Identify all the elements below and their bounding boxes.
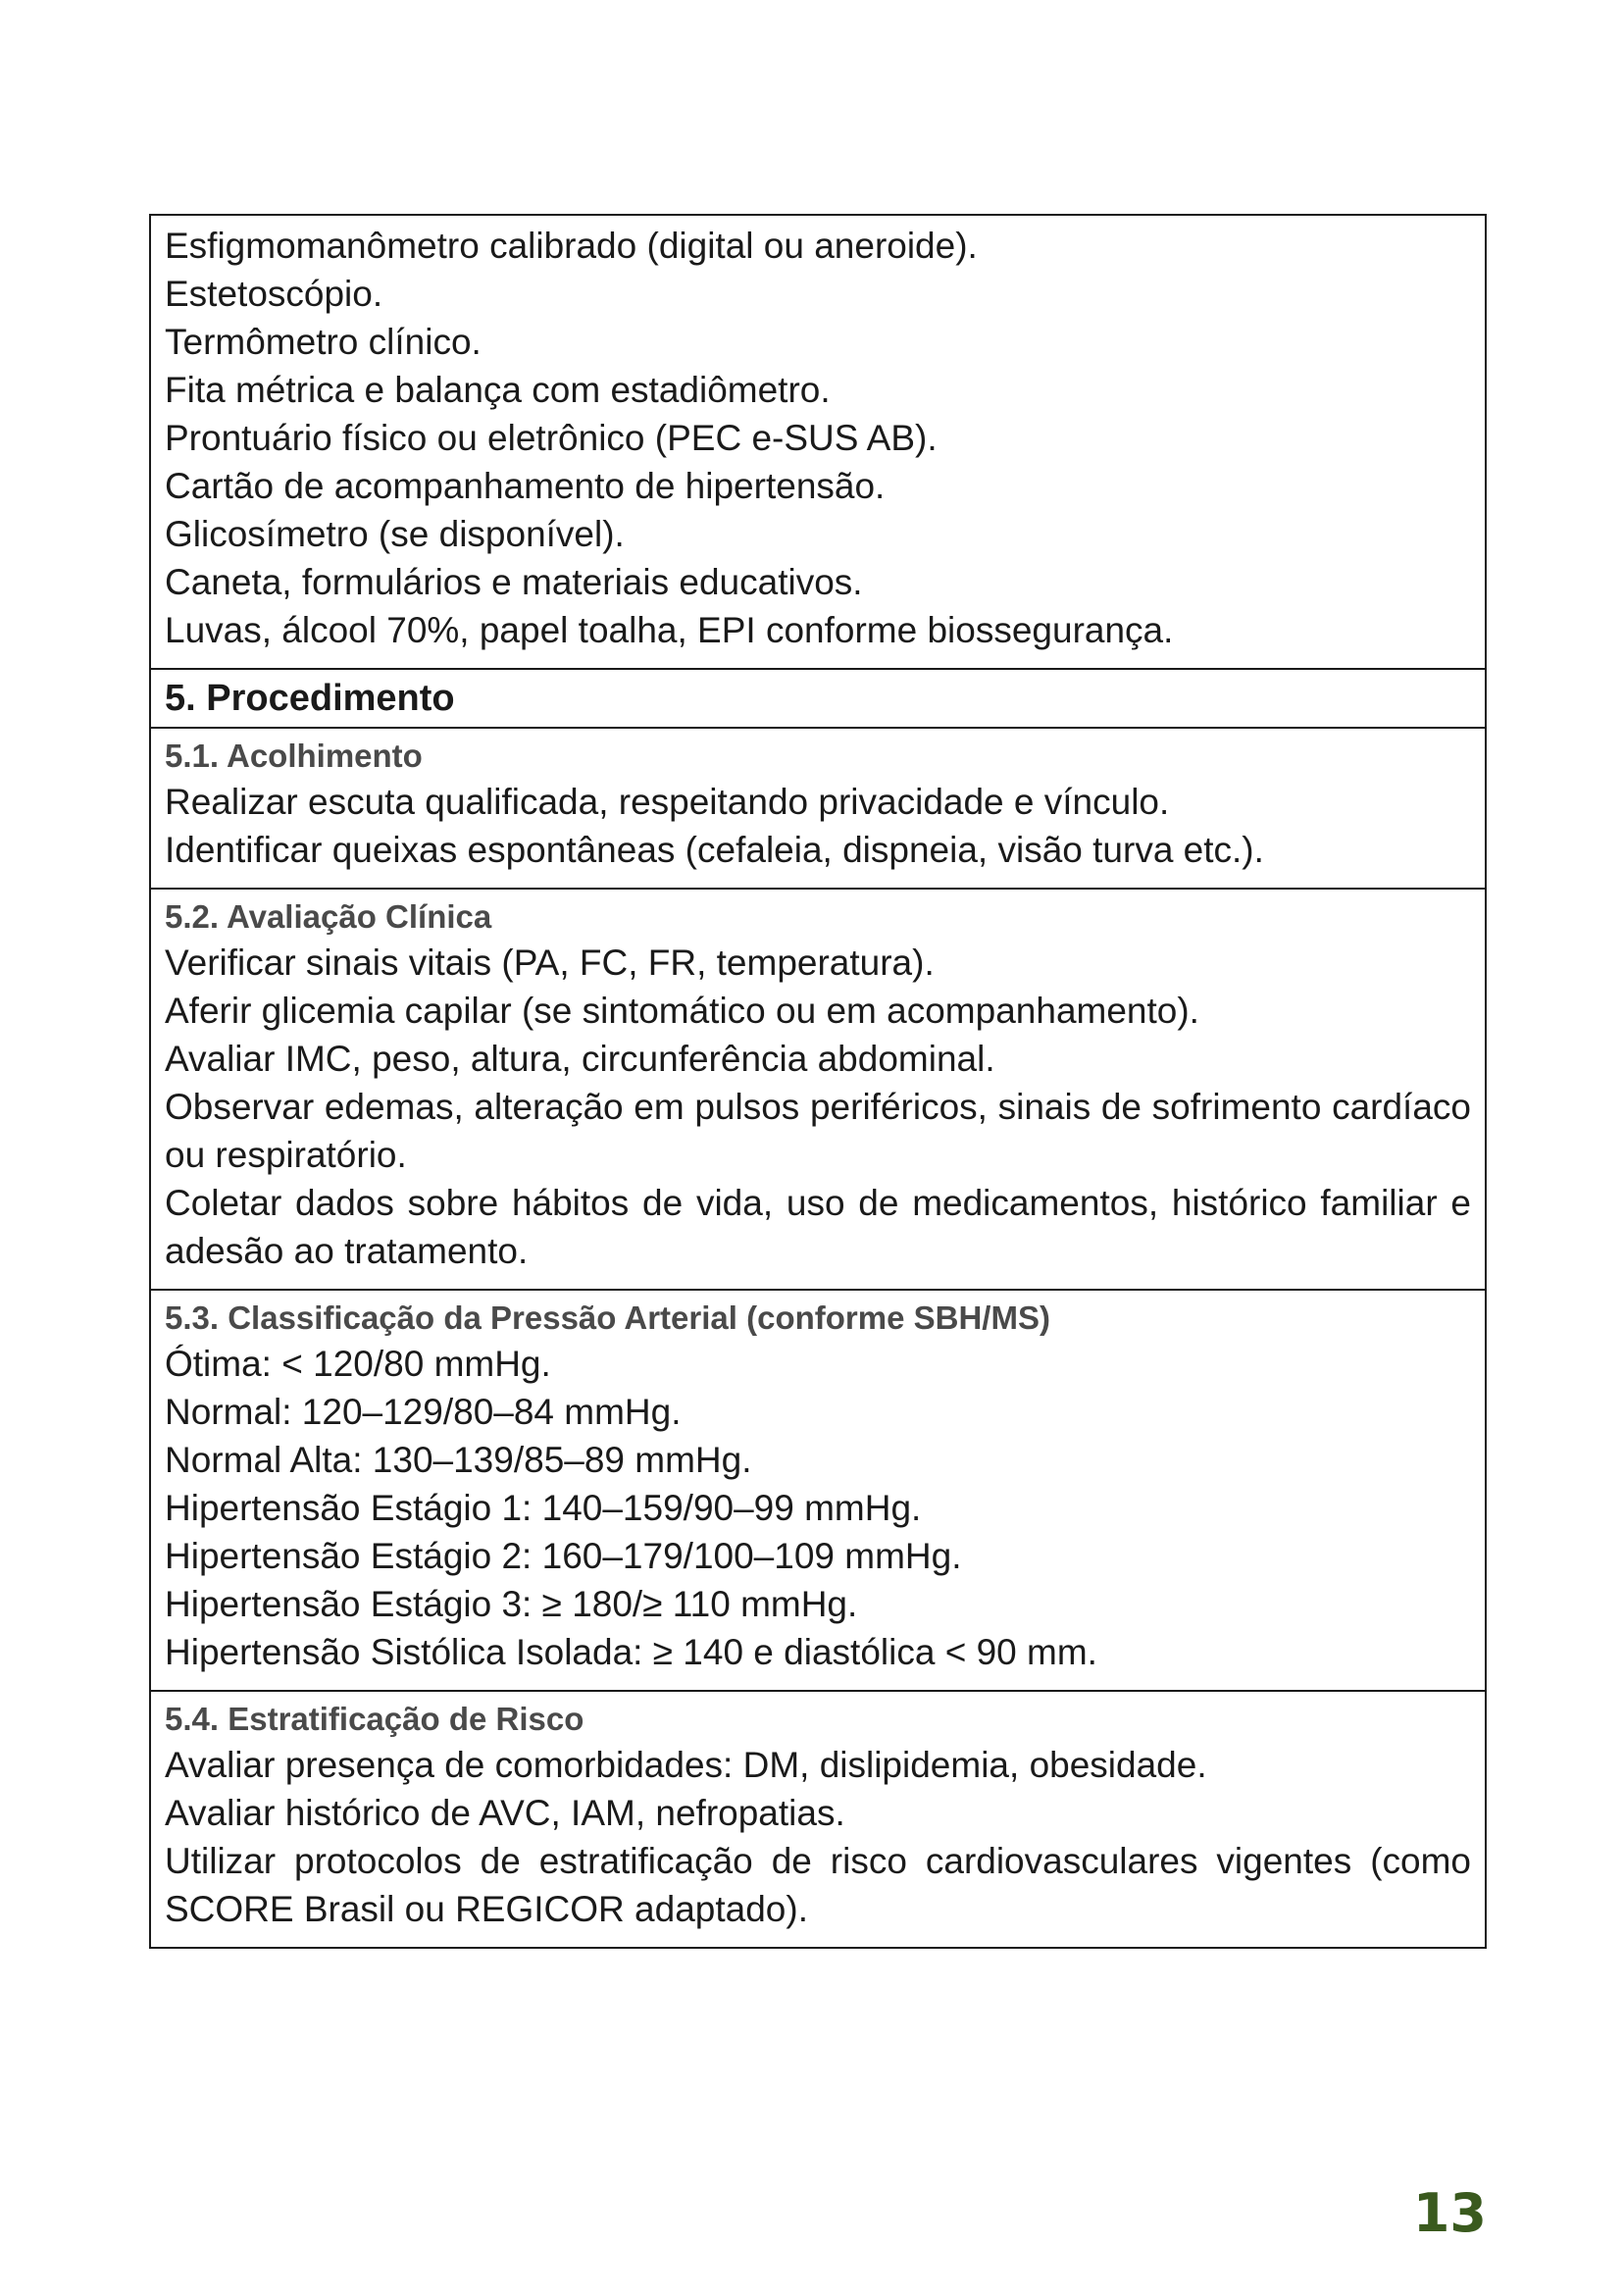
section-line: Verificar sinais vitais (PA, FC, FR, temperatura). xyxy=(165,943,935,983)
page-number: 13 xyxy=(1412,2182,1487,2244)
section-line: Ótima: < 120/80 mmHg. xyxy=(165,1344,551,1384)
section-title: 5.4. Estratificação de Risco xyxy=(165,1701,584,1737)
procedure-heading-cell xyxy=(151,668,1485,727)
material-item: Prontuário físico ou eletrônico (PEC e-SUS AB). xyxy=(165,418,938,458)
material-item: Fita métrica e balança com estadiômetro. xyxy=(165,370,831,410)
material-item: Esfigmomanômetro calibrado (digital ou aneroide). xyxy=(165,226,978,266)
section-line: Avaliar IMC, peso, altura, circunferência abdominal. xyxy=(165,1039,995,1079)
section-line: Hipertensão Estágio 3: ≥ 180/≥ 110 mmHg. xyxy=(165,1584,858,1624)
protocol-table xyxy=(149,214,1487,1949)
section-classificacao-pa xyxy=(151,1289,1485,1690)
section-line: Hipertensão Estágio 1: 140–159/90–99 mmHg. xyxy=(165,1488,922,1528)
section-title: 5.3. Classificação da Pressão Arterial (conforme SBH/MS) xyxy=(165,1300,1050,1336)
section-line: Identificar queixas espontâneas (cefaleia, dispneia, visão turva etc.). xyxy=(165,830,1264,870)
section-line: Normal: 120–129/80–84 mmHg. xyxy=(165,1392,682,1432)
section-avaliacao-clinica xyxy=(151,888,1485,1289)
material-item: Luvas, álcool 70%, papel toalha, EPI conforme biossegurança. xyxy=(165,610,1174,650)
section-line: Avaliar presença de comorbidades: DM, dislipidemia, obesidade. xyxy=(165,1745,1207,1785)
materials-cell xyxy=(151,216,1485,668)
section-title: 5.1. Acolhimento xyxy=(165,738,423,774)
section-line: Normal Alta: 130–139/85–89 mmHg. xyxy=(165,1440,752,1480)
section-line: Hipertensão Estágio 2: 160–179/100–109 mmHg. xyxy=(165,1536,962,1576)
section-line: Observar edemas, alteração em pulsos periféricos, sinais de sofrimento cardíaco ou respiratório. xyxy=(165,1087,1471,1175)
section-line: Coletar dados sobre hábitos de vida, uso de medicamentos, histórico familiar e adesão ao tratamento. xyxy=(165,1183,1471,1271)
section-line: Utilizar protocolos de estratificação de risco cardiovasculares vigentes (como SCORE Brasil ou REGICOR adaptado). xyxy=(165,1841,1471,1929)
material-item: Termômetro clínico. xyxy=(165,322,482,362)
section-line: Realizar escuta qualificada, respeitando privacidade e vínculo. xyxy=(165,782,1170,822)
section-line: Avaliar histórico de AVC, IAM, nefropatias. xyxy=(165,1793,845,1833)
section-line: Aferir glicemia capilar (se sintomático ou em acompanhamento). xyxy=(165,991,1199,1031)
procedure-heading: 5. Procedimento xyxy=(165,678,455,719)
section-acolhimento xyxy=(151,727,1485,888)
material-item: Caneta, formulários e materiais educativos. xyxy=(165,562,863,602)
material-item: Glicosímetro (se disponível). xyxy=(165,514,625,554)
section-title: 5.2. Avaliação Clínica xyxy=(165,898,492,935)
section-estratificacao-risco xyxy=(151,1690,1485,1947)
section-line: Hipertensão Sistólica Isolada: ≥ 140 e diastólica < 90 mm. xyxy=(165,1632,1097,1672)
material-item: Cartão de acompanhamento de hipertensão. xyxy=(165,466,886,506)
material-item: Estetoscópio. xyxy=(165,274,383,314)
